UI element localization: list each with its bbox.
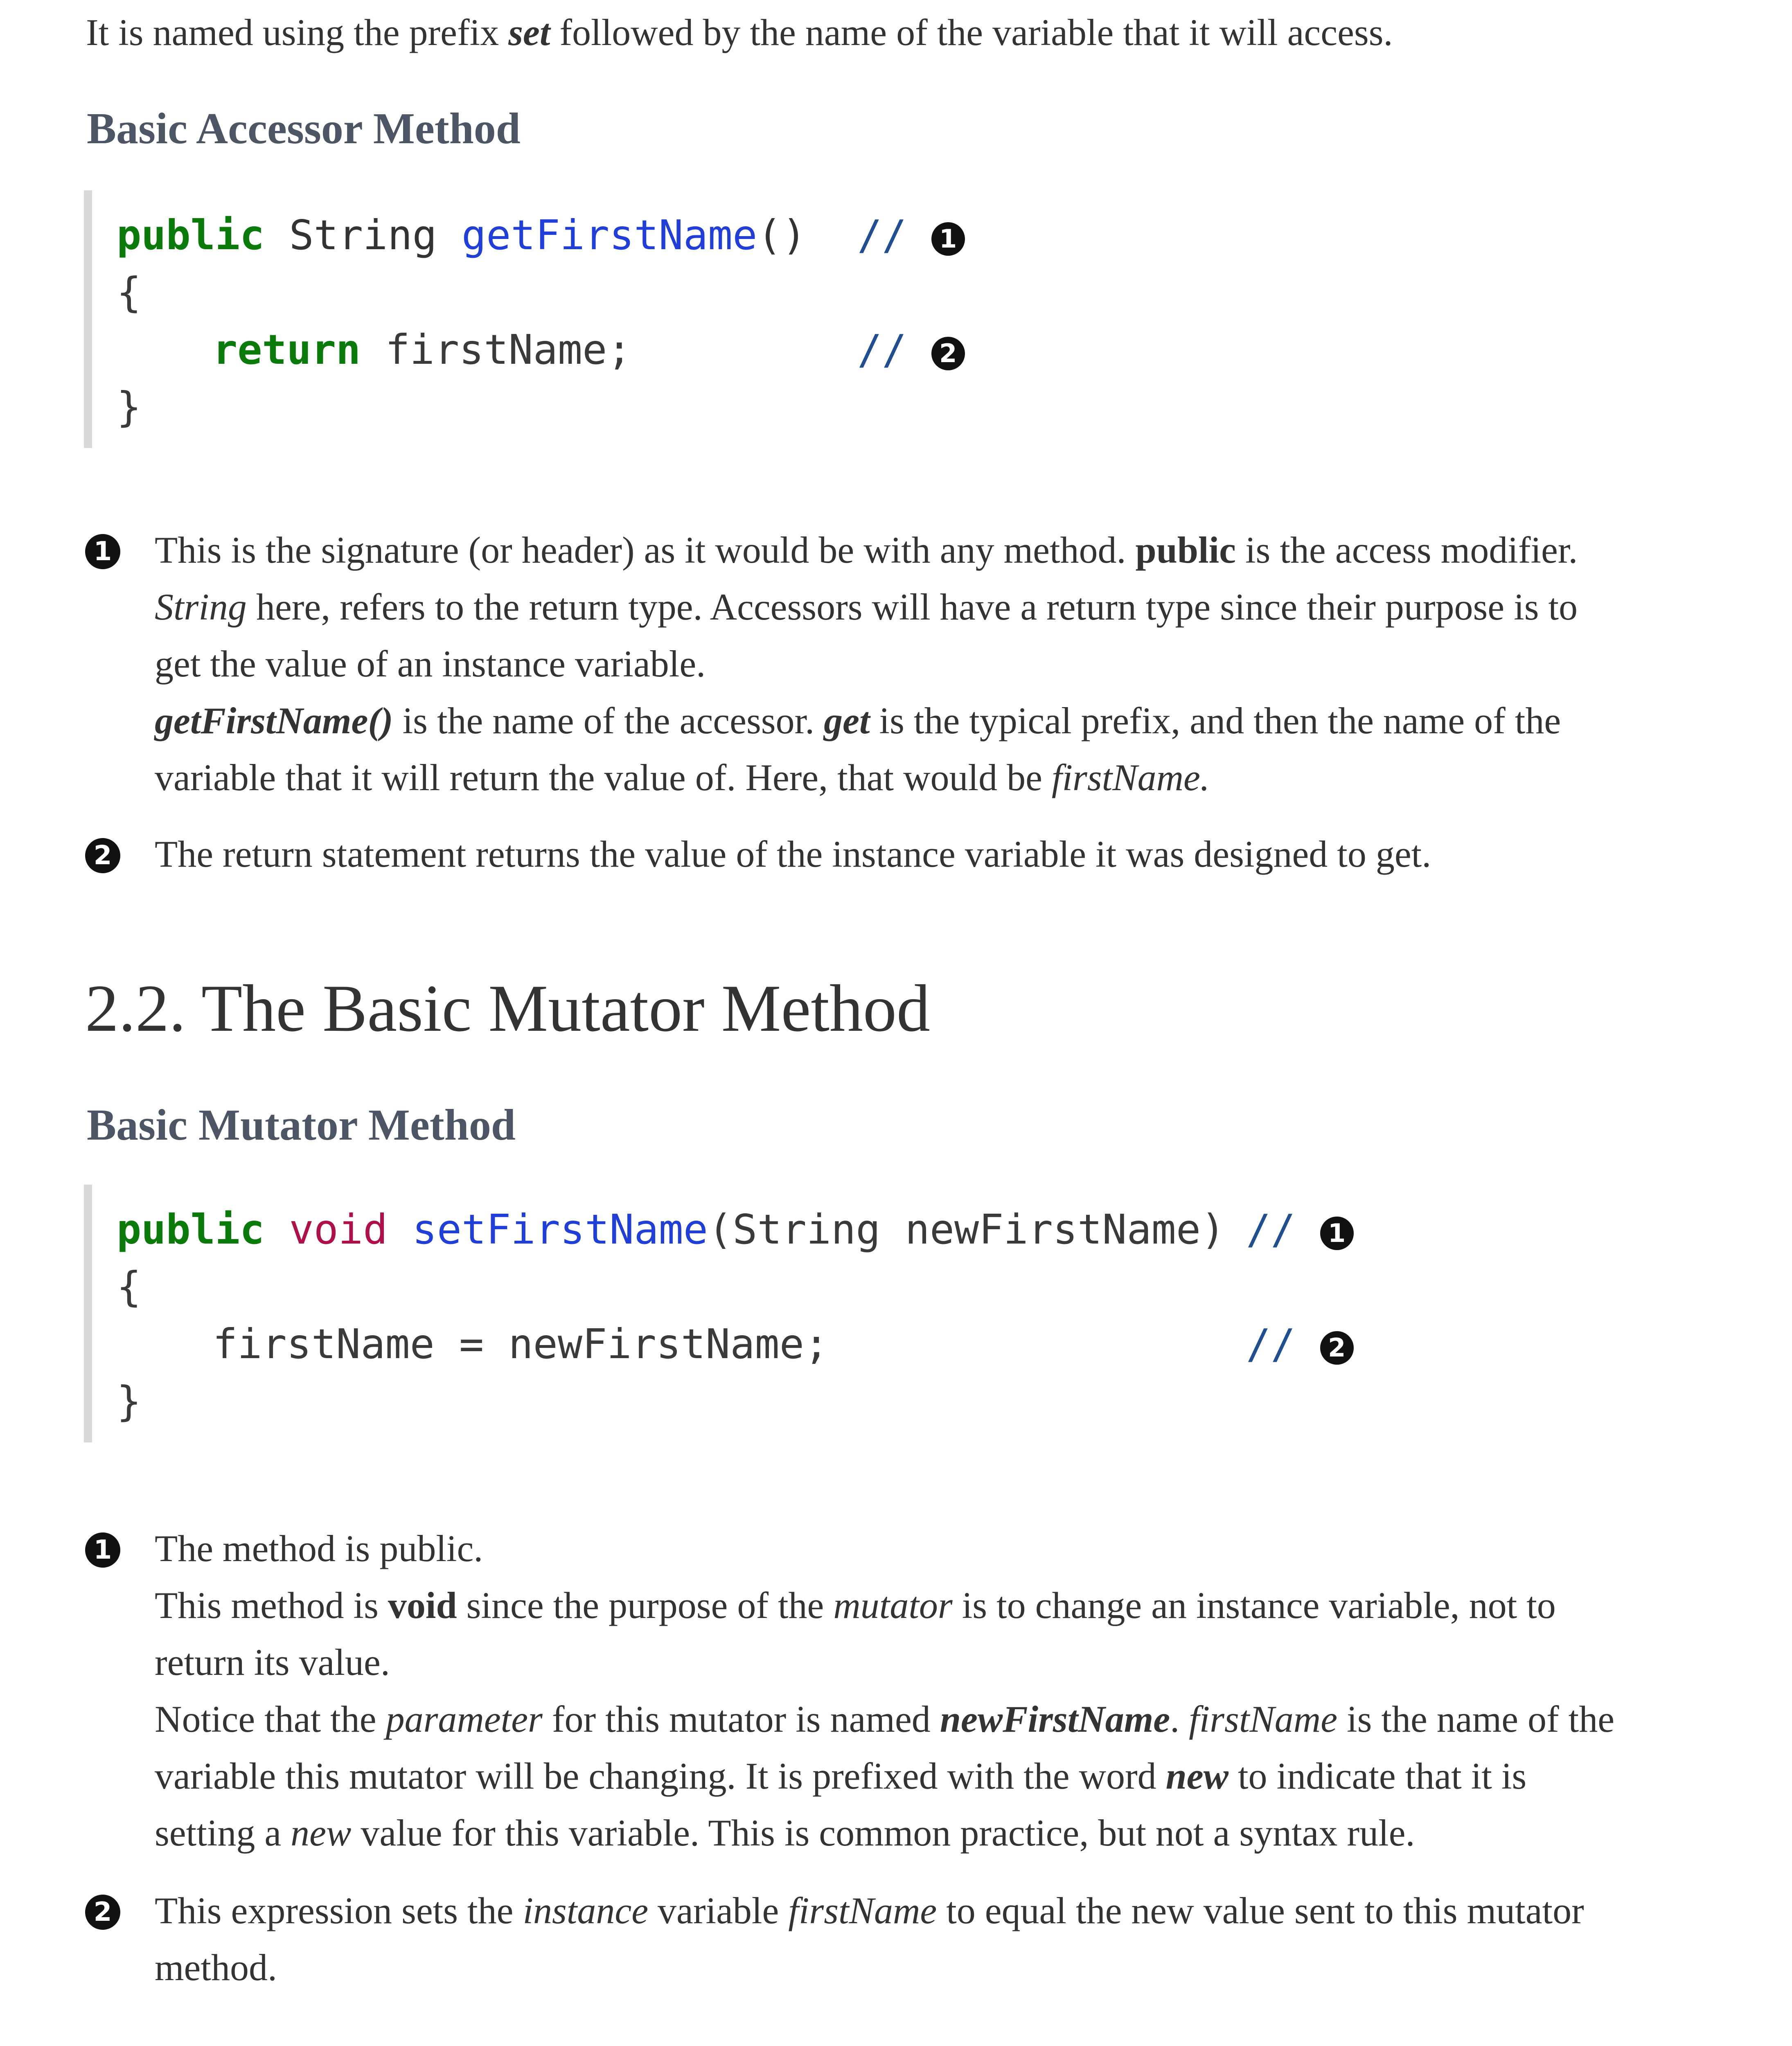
accessor-code-block <box>84 190 1074 448</box>
code-line-4: } <box>117 1377 142 1425</box>
code-line-1: public void setFirstName(String newFirstName) <box>117 1206 1226 1253</box>
code-line-3: return firstName; <box>213 326 632 374</box>
code-comment-2: // 2 <box>857 321 965 378</box>
section-title-2-2: 2.2. The Basic Mutator Method <box>85 971 930 1046</box>
accessor-note-2: The return statement returns the value of the instance variable it was designed to get. <box>155 833 1431 875</box>
note-marker-2-icon: 2 <box>85 1895 120 1930</box>
callout-2-icon: 2 <box>931 337 965 370</box>
mutator-heading: Basic Mutator Method <box>87 1101 516 1149</box>
code-comment-1: // 1 <box>1246 1201 1354 1258</box>
note-marker-1-icon: 1 <box>85 1532 120 1568</box>
code-comment-1: // 1 <box>857 207 965 264</box>
code-line-4: } <box>117 383 142 431</box>
note-marker-2-icon: 2 <box>85 838 120 873</box>
code-line-3: firstName = newFirstName; <box>213 1320 829 1368</box>
accessor-note-1: This is the signature (or header) as it would be with any method. public is the access modifier. String here, refers to the return type. Accessors will have a return type since their purpose is to get the value of an instance variable. getFirstName() is the name of the accessor. get is the typical prefix, and then the name of the variable that it will return the value of. Here, that would be firstName. <box>155 529 1578 798</box>
code-line-1: public String getFirstName() <box>117 211 807 259</box>
mutator-code-block <box>84 1185 1443 1442</box>
callout-1-icon: 1 <box>931 222 965 256</box>
callout-1-icon: 1 <box>1320 1217 1354 1250</box>
code-line-2: { <box>117 1263 142 1311</box>
mutator-note-1: The method is public. This method is void since the purpose of the mutator is to change an instance variable, not to return its value. Notice that the parameter for this mutator is named newFirstName. firstName is the name of the variable this mutator will be changing. It is prefixed with the word new to indicate that it is setting a new value for this variable. This is common practice, but not a syntax rule. <box>155 1528 1615 1854</box>
code-comment-2: // 2 <box>1246 1316 1354 1372</box>
intro-text: It is named using the prefix set followed by the name of the variable that it will access. <box>86 11 1393 53</box>
term-set: set <box>508 11 550 53</box>
mutator-note-2: This expression sets the instance variable firstName to equal the new value sent to this mutator method. <box>155 1890 1584 1988</box>
code-line-2: { <box>117 268 142 316</box>
accessor-heading: Basic Accessor Method <box>87 104 521 153</box>
note-marker-1-icon: 1 <box>85 534 120 569</box>
callout-2-icon: 2 <box>1320 1331 1354 1365</box>
